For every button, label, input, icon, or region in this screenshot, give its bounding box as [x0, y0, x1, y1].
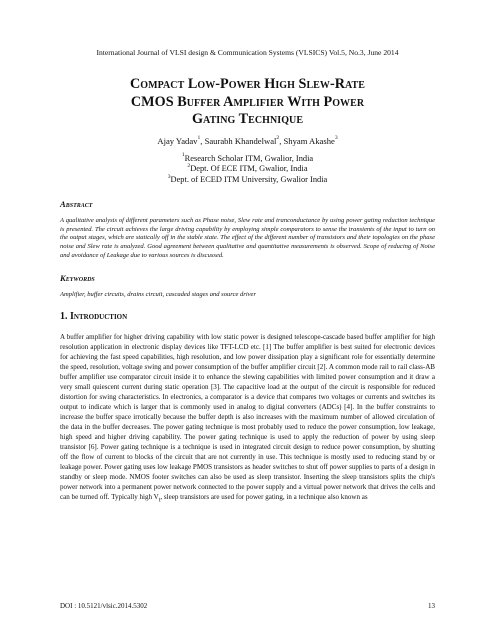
author-affil-mark: 1 [197, 135, 201, 142]
affiliation [60, 164, 435, 175]
abstract-text: A qualitative analysis of different parameters such as Phase noise, Slew rate and tranconductance by using power gating reduction technique is presented. The circuit achieves the large driving capability by employing simple comparators to sense the transients of the input to turn on the output stages, which are statically off in the stable state. The effect of the different number of transistors and their topologies on the phase noise and Slew rate is analyzed. Good agreement between qualitative and quantitative measurements is observed. Scope of reducing of Noise and avoidance of Leakage due to various sources is discussed. [60, 216, 435, 260]
keywords-heading: Keywords [60, 273, 95, 284]
body-text-part: , sleep transistors are used for power gating, in a technique also known as [160, 492, 368, 501]
affiliation-list [60, 154, 435, 186]
doi: DOI : 10.5121/vlsic.2014.5302 [60, 602, 148, 610]
author-name: Saurabh Khandelwal [204, 135, 277, 146]
body-text-part: A buffer amplifier for higher driving capability with low static power is designed telescope-cascade based buffer amplifier for high resolution application in electronic display devices like TFT-LCD etc. [1] The buffer amplifier is best suited for electronic devices for achieving the fast speed capabilities, high resolution, and low power dissipation play a significant role for essentially determine the speed, resolution, voltage swing and power consumption of the buffer amplifier circuit [2]. A common mode rail to rail class-AB buffer amplifier use comparator circuit inside it to enhance the slewing capabilities with limited power consumption and it draw a very small quiescent current during static operation [3]. The capacitive load at the output of the circuit is responsible for reduced distortion for swing characteristics. In electronics, a comparator is a device that compares two voltages or currents and switches its output to indicate which is larger that is commonly used in analog to digital converters (ADCs) [4]. In the buffer constraints to increase the buffer space irrotically because the buffer depth is also increases with the maximum number of allowed circulation of the data in the buffer decreases. The power gating technique is most probably used to reduce the power consumption, low leakage, high speed and higher driving capability. The power gating technique is used to apply the reduction of power by using sleep transistor [6]. Power gating technique is a technique is used in integrated circuit design to reduce power consumption, by shutting off the flow of current to blocks of the circuit that are not currently in use. This technique is mostly used to reducing stand by or leakage power. Power gating uses low leakage PMOS transistors as header switches to shut off power supplies to parts of a design in standby or sleep mode. NMOS footer switches can also be used as sleep transistor. Inserting the sleep transistors splits the chip's power network into a permanent power network connected to the power supply and a virtual power network that drives the cells and can be turned off. Typically high V [60, 333, 435, 501]
introduction-heading [60, 311, 435, 323]
title-line: CMOS Buffer Amplifier With Power [130, 93, 365, 110]
introduction-body [60, 333, 435, 506]
affiliation [60, 175, 435, 186]
affil-text: Dept. of ECED ITM University, Gwalior India [170, 174, 328, 184]
affiliation [60, 154, 435, 165]
affil-text: Research Scholar ITM, Gwalior, India [184, 153, 314, 163]
author-separator: , [279, 135, 284, 146]
page-footer [60, 602, 435, 611]
author-affil-mark: 2 [276, 135, 280, 142]
affil-mark: 3 [167, 173, 171, 180]
author-name: Shyam Akashe [283, 135, 335, 146]
title-line: Gating Technique [191, 111, 304, 128]
author-list [60, 136, 435, 147]
author-separator: , [200, 135, 205, 146]
title-line: Compact Low-Power High Slew-Rate [130, 76, 365, 92]
affil-mark: 2 [187, 162, 191, 169]
section-number: 1. [60, 311, 70, 323]
affil-text: Dept. Of ECE ITM, Gwalior, India [190, 164, 308, 174]
author-name: Ajay Yadav [157, 135, 198, 146]
keywords-text: Amplifier, buffer circuits, drains circuit, cascaded stages and source driver [60, 291, 257, 299]
page-number: 13 [428, 602, 435, 610]
author-affil-mark: 3 [334, 135, 338, 142]
section-title: Introduction [70, 311, 128, 323]
subscript-t: t [158, 496, 161, 503]
paper-title [60, 76, 435, 129]
abstract-heading: Abstract [60, 198, 93, 209]
affil-mark: 1 [181, 152, 185, 159]
journal-header: International Journal of VLSI design & Communication Systems (VLSICS) Vol.5, No.3, June 2014 [96, 48, 399, 57]
